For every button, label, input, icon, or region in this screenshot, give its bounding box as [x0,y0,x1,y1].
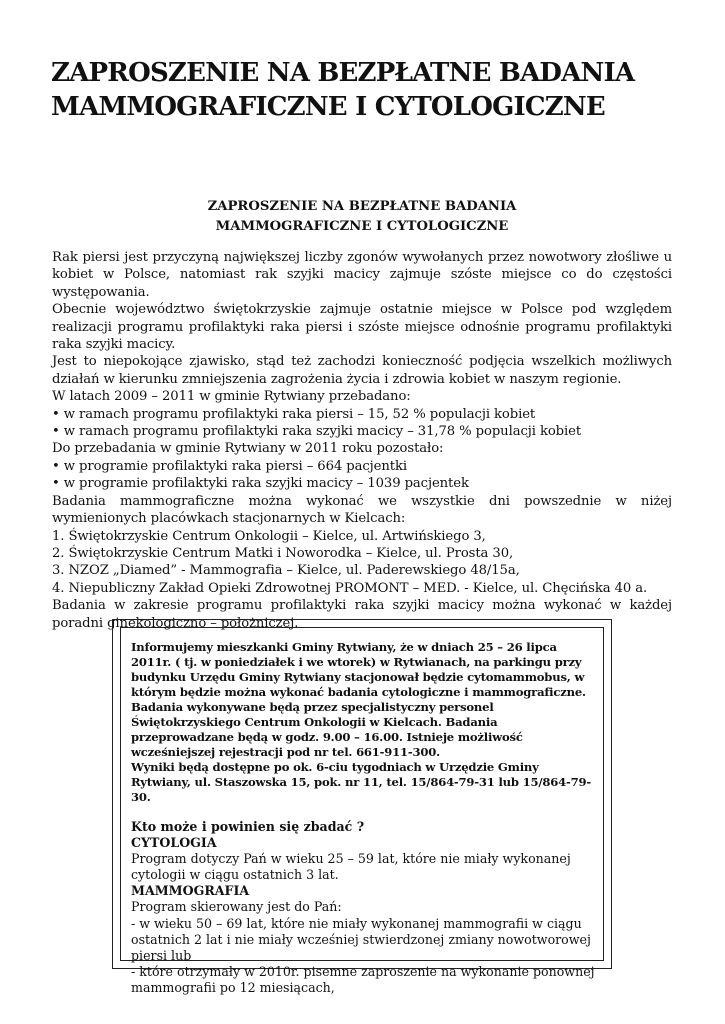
list-item: 2. Świętokrzyskie Centrum Matki i Noworodka – Kielce, ul. Prosta 30, [52,545,514,561]
list-item: 1. Świętokrzyskie Centrum Onkologii – Kielce, ul. Artwińskiego 3, [52,528,486,544]
article-title-line-2: MAMMOGRAFICZNE I CYTOLOGICZNE [215,219,509,234]
paragraph: Jest to niepokojące zjawisko, stąd też zachodzi konieczność podjęcia wszelkich możliwych działań w kierunku zmniejszenia zagrożenia życia i zdrowia kobiet w naszym regionie. [52,354,672,387]
list-item: 4. Niepubliczny Zakład Opieki Zdrowotnej PROMONT – MED. - Kielce, ul. Chęcińska 40 a. [52,580,648,596]
paragraph: Obecnie województwo świętokrzyskie zajmuje ostatnie miejsce w Polsce pod względem realizacji programu profilaktyki raka piersi i szóste miejsce odnośnie programu profilaktyki raka szyjki macicy. [52,302,672,353]
bullet-item: • w ramach programu profilaktyki raka piersi – 15, 52 % populacji kobiet [52,406,536,422]
announcement-paragraph: Wyniki będą dostępne po ok. 6-ciu tygodniach w Urzędzie Gminy Rytwiany, ul. Staszowska 15, pok. nr 11, tel. 15/864-79-31 lub 15/864-79-30. [131,760,591,804]
announcement-paragraph: Informujemy mieszkanki Gminy Rytwiany, że w dniach 25 – 26 lipca 2011r. ( tj. w poniedziałek i we wtorek) w Rytwianach, na parkingu przy budynku Urzędu Gminy Rytwiany stacjonował będzie cytomammobus, w którym będzie można wykonać badania cytologiczne i mammograficzne. Badania wykonywane będą przez specjalistyczny personel Świętokrzyskiego Centrum Onkologii w Kielcach. Badania przeprowadzane będą w godz. 9.00 – 16.00. Istnieje możliwość wcześniejszej rejestracji pod nr tel. 661-911-300. [131,640,586,759]
mammography-line: - które otrzymały w 2010r. pisemne zaproszenie na wykonanie ponownej mammografii po 12 miesiącach, [131,963,595,995]
mammography-line: - w wieku 50 – 69 lat, które nie miały wykonanej mammografii w ciągu ostatnich 2 lat i nie miały wcześniej stwierdzonej zmiany nowotworowej piersi lub [131,915,591,963]
article-title-line-1: ZAPROSZENIE NA BEZPŁATNE BADANIA [207,199,517,214]
paragraph: Badania w zakresie programu profilaktyki raka szyjki macicy można wykonać w każdej poradni ginekologiczno – położniczej. [52,598,672,631]
mammography-line: Program skierowany jest do Pań: [131,899,342,915]
list-item: 3. NZOZ „Diamed” - Mammografia – Kielce, ul. Paderewskiego 48/15a, [52,563,520,579]
paragraph: W latach 2009 – 2011 w gminie Rytwiany przebadano: [52,389,411,405]
bullet-item: • w programie profilaktyki raka szyjki macicy – 1039 pacjentek [52,476,469,492]
page-title-line-1: ZAPROSZENIE NA BEZPŁATNE BADANIA [51,58,635,88]
mammography-text [131,899,596,996]
bullet-item: • w programie profilaktyki raka piersi – 664 pacjentki [52,458,407,474]
cytology-heading: CYTOLOGIA [131,835,217,851]
paragraph: Do przebadania w gminie Rytwiany w 2011 roku pozostało: [52,441,444,457]
page-title-line-2: MAMMOGRAFICZNE I CYTOLOGICZNE [51,92,605,122]
paragraph: Badania mammograficzne można wykonać we wszystkie dni powszednie w niżej wymienionych placówkach stacjonarnych w Kielcach: [52,493,672,527]
article-title [52,197,672,237]
notice-box [112,619,612,995]
mammography-heading: MAMMOGRAFIA [131,883,250,899]
bullet-item: • w ramach programu profilaktyki raka szyjki macicy – 31,78 % populacji kobiet [52,424,582,440]
eligibility-question: Kto może i powinien się zbadać ? [131,819,365,834]
page-title [51,56,691,124]
article-body [52,249,672,632]
notice-announcement [131,640,596,805]
paragraph: Rak piersi jest przyczyną największej liczby zgonów wywołanych przez nowotwory złośliwe u kobiet w Polsce, natomiast rak szyjki macicy zajmuje szóste miejsce co do częstości występowania. [52,250,672,300]
notice-box-inner-border [120,627,604,995]
cytology-text: Program dotyczy Pań w wieku 25 – 59 lat, które nie miały wykonanej cytologii w ciągu ostatnich 3 lat. [131,851,571,883]
notice-content [131,640,596,996]
